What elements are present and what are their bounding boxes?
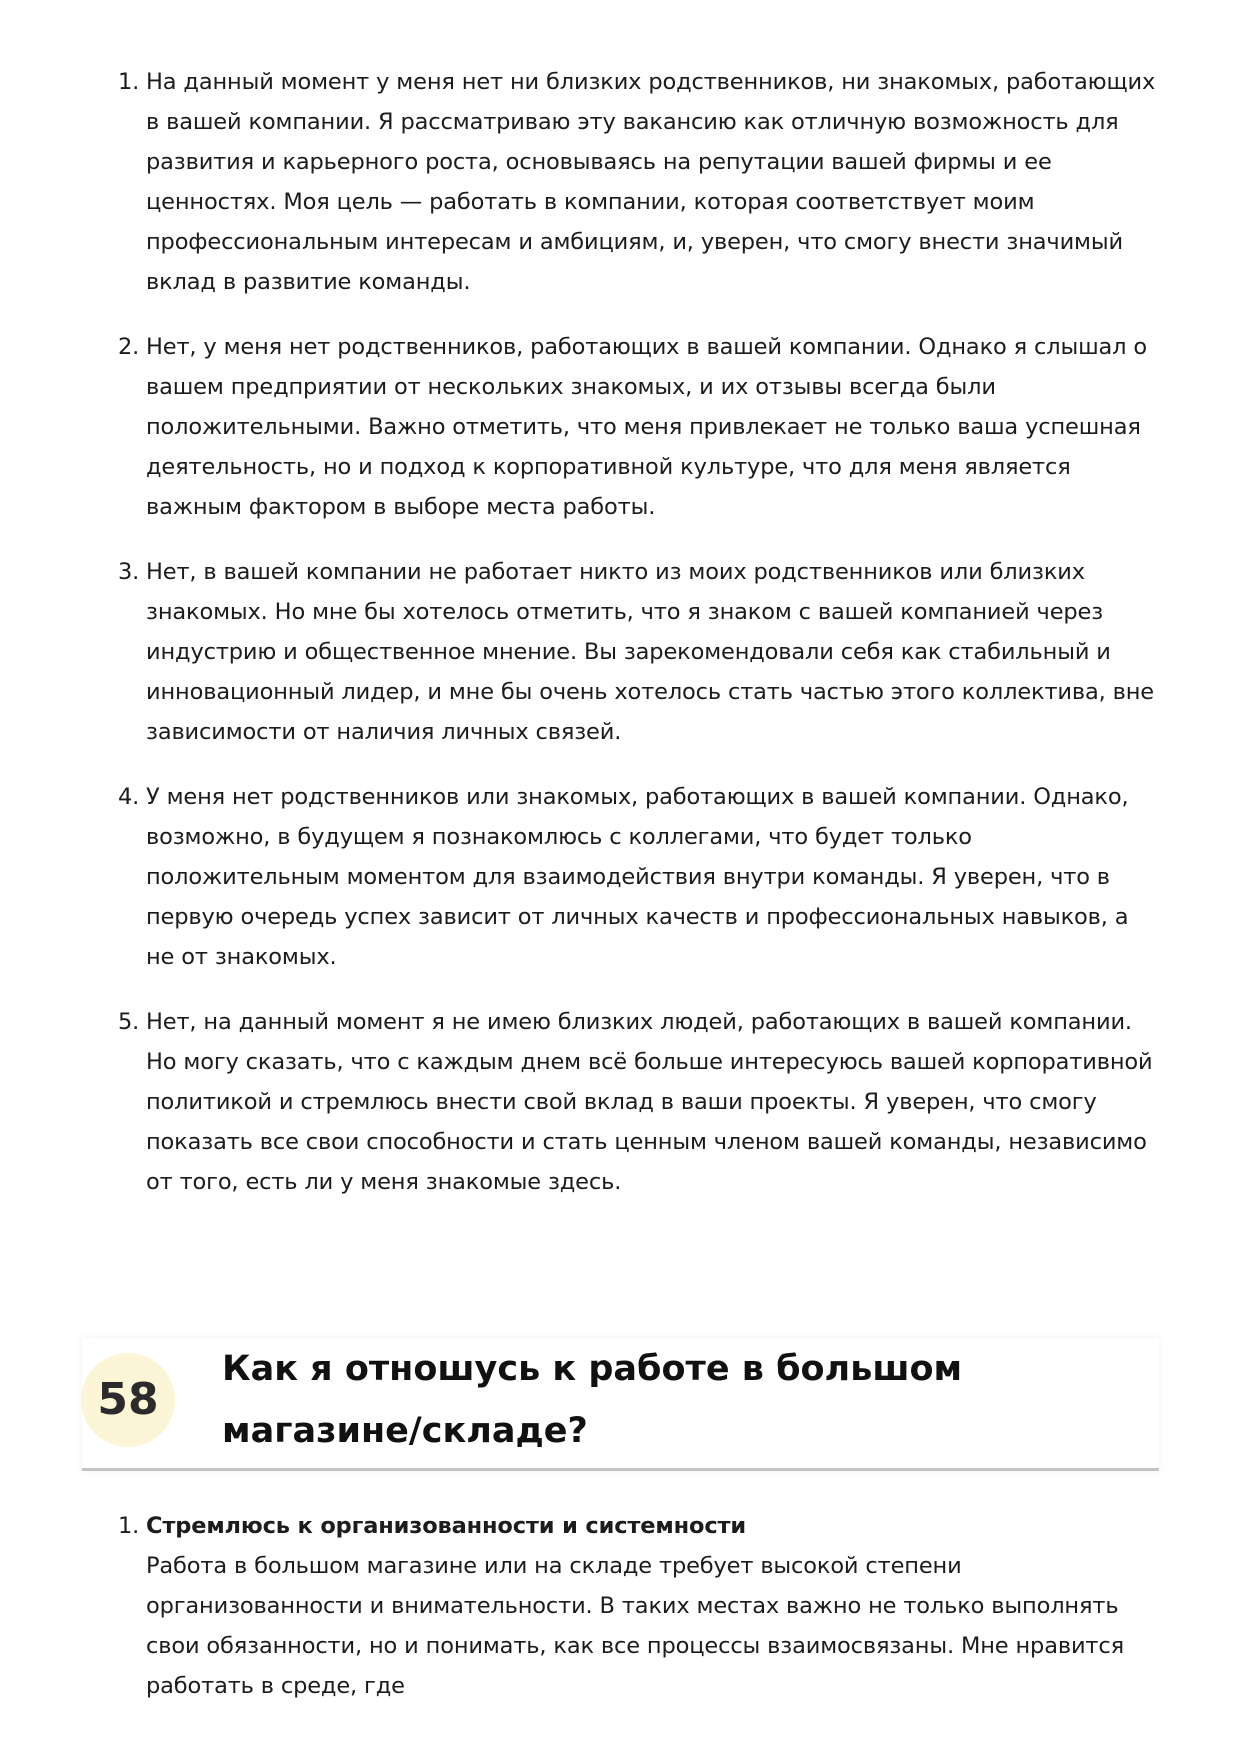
list-item-text: Нет, в вашей компании не работает никто из моих родственников или близких знакомых. Но мне бы хотелось отметить, что я знаком с вашей компанией через индустрию и общественное мнение. Вы зарекомендовали себя как стабильный и инновационный лидер, и мне бы очень хотелось стать частью этого коллектива, вне зависимости от наличия личных связей.: [146, 559, 1155, 745]
list-item-text: У меня нет родственников или знакомых, работающих в вашей компании. Однако, возможно, в будущем я познакомлюсь с коллегами, что будет только положительным моментом для взаимодействия внутри команды. Я уверен, что в первую очередь успех зависит от личных качеств и профессиональных навыков, а не от знакомых.: [146, 784, 1129, 970]
points-list: [118, 1506, 1156, 1706]
list-item-number: 5.: [118, 1009, 140, 1035]
section-title: Как я отношусь к работе в большом магазине/складе?: [222, 1349, 963, 1451]
point-text: Работа в большом магазине или на складе требует высокой степени организованности и внимательности. В таких местах важно не только выполнять свои обязанности, но и понимать, как все процессы взаимосвязаны. Мне нравится работать в среде, где: [146, 1553, 1124, 1699]
list-item-number: 3.: [118, 559, 140, 585]
list-item-text: Нет, на данный момент я не имею близких людей, работающих в вашей компании. Но могу сказать, что с каждым днем всё больше интересуюсь вашей корпоративной политикой и стремлюсь внести свой вклад в ваши проекты. Я уверен, что смогу показать все свои способности и стать ценным членом вашей команды, независимо от того, есть ли у меня знакомые здесь.: [146, 1009, 1153, 1195]
list-item: [118, 1002, 1156, 1202]
list-item: [118, 552, 1156, 752]
list-item-text: Нет, у меня нет родственников, работающих в вашей компании. Однако я слышал о вашем предприятии от нескольких знакомых, и их отзывы всегда были положительными. Важно отметить, что меня привлекает не только ваша успешная деятельность, но и подход к корпоративной культуре, что для меня является важным фактором в выборе места работы.: [146, 334, 1148, 520]
section-number-badge: 58: [81, 1353, 175, 1447]
section-header: [82, 1338, 1159, 1471]
list-item: [118, 327, 1156, 527]
list-item: [118, 1506, 1156, 1706]
list-item: [118, 62, 1156, 302]
list-item-text: На данный момент у меня нет ни близких родственников, ни знакомых, работающих в вашей компании. Я рассматриваю эту вакансию как отличную возможность для развития и карьерного роста, основываясь на репутации вашей фирмы и ее ценностях. Моя цель — работать в компании, которая соответствует моим профессиональным интересам и амбициям, и, уверен, что смогу внести значимый вклад в развитие команды.: [146, 69, 1156, 295]
list-item: [118, 777, 1156, 977]
point-title: Стремлюсь к организованности и системности: [146, 1513, 747, 1539]
list-item-number: 1.: [118, 69, 140, 95]
list-item-number: 1.: [118, 1513, 140, 1539]
answers-list: [118, 62, 1156, 1227]
list-item-number: 4.: [118, 784, 140, 810]
list-item-number: 2.: [118, 334, 140, 360]
